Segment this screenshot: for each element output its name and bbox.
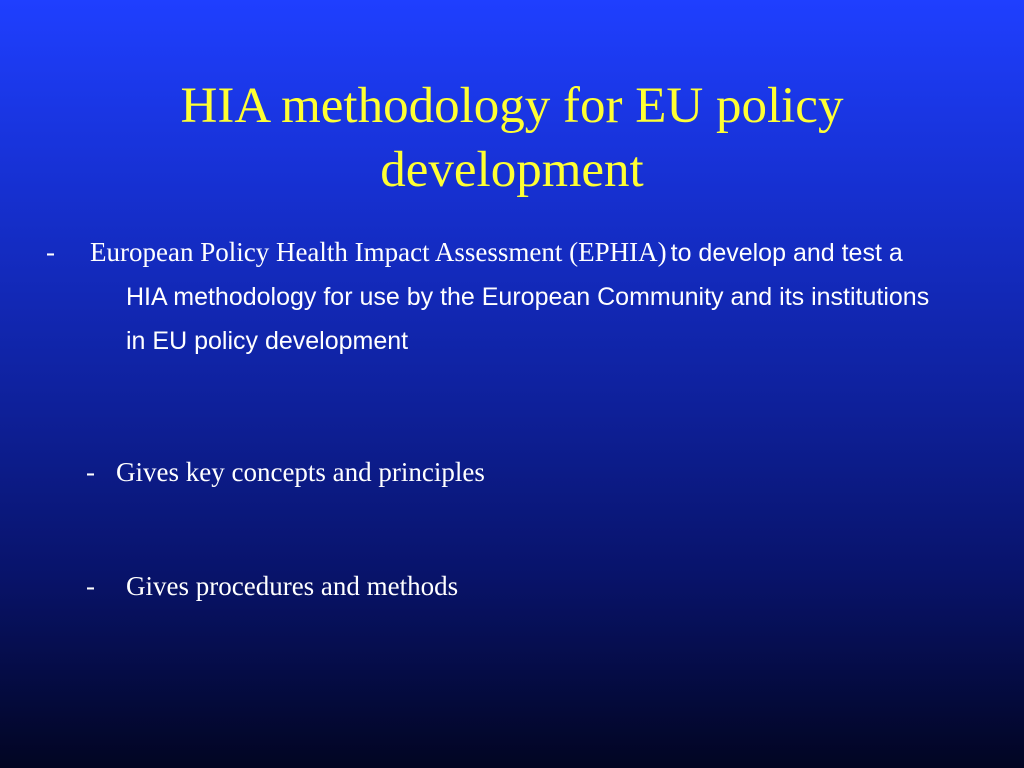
bullet-dash: - xyxy=(86,571,95,601)
bullet-item-concepts xyxy=(86,452,946,497)
bullet-rest-text: to develop and test a HIA methodology for use by the European Community and its institutions in EU policy development xyxy=(126,239,930,355)
bullet-dash: - xyxy=(86,457,95,487)
bullet-lead-text: European Policy Health Impact Assessment (EPHIA) xyxy=(90,237,667,267)
slide-title: HIA methodology for EU policy development xyxy=(180,78,844,198)
bullet-text: Gives procedures and methods xyxy=(126,571,459,601)
bullet-item-procedures xyxy=(86,566,946,611)
bullet-item-ephia: - European Policy Health Impact Assessment (EPHIA) to develop and test a HIA methodology for use by the European Community and its institutions in EU policy development xyxy=(46,237,930,355)
bullet-text: Gives key concepts and principles xyxy=(116,457,485,487)
